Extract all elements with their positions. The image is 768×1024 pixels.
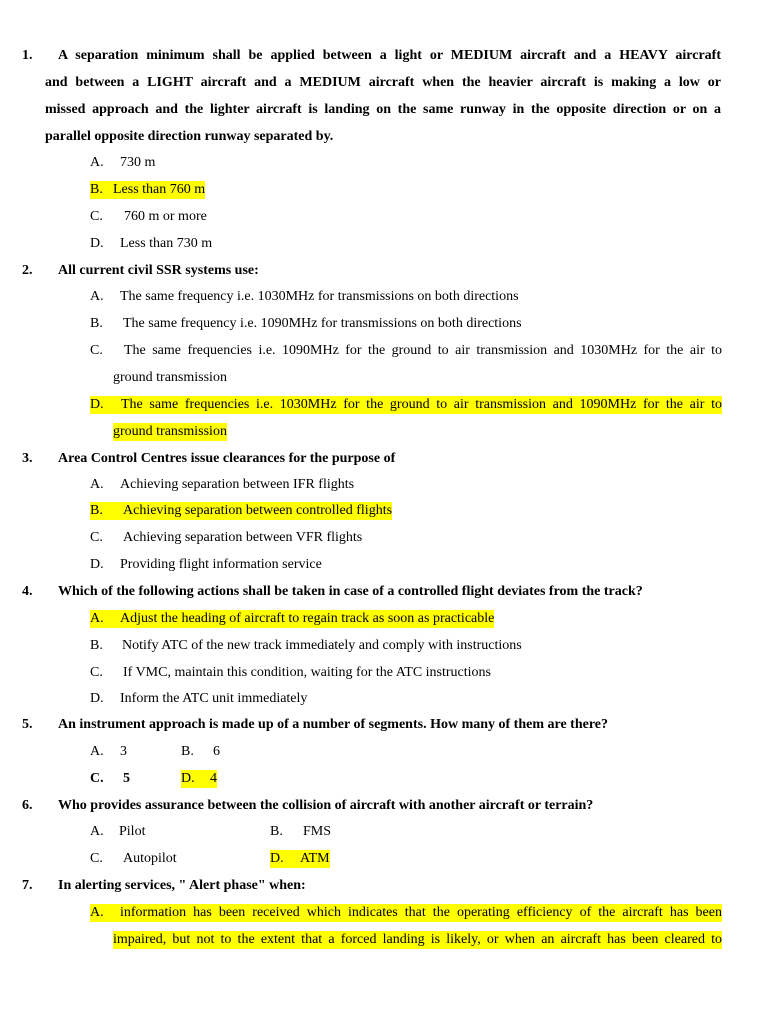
question-number: 2. — [22, 263, 33, 278]
option-text: 760 m or more — [124, 209, 207, 224]
option-letter: B. — [90, 182, 103, 197]
option-text: 730 m — [120, 155, 156, 170]
option-d[interactable] — [90, 556, 322, 574]
option-d[interactable] — [90, 690, 307, 708]
option-letter: B. — [270, 824, 283, 839]
option-letter: C. — [90, 343, 103, 358]
option-text: Adjust the heading of aircraft to regain track as soon as practicable — [120, 611, 495, 626]
question-text-line: and between a LIGHT aircraft and a MEDIUM aircraft when the heavier aircraft is making a low or — [45, 75, 721, 90]
option-text: 5 — [123, 771, 130, 786]
option-a[interactable] — [90, 904, 722, 922]
question-number: 1. — [22, 48, 33, 63]
option-letter: C. — [90, 851, 103, 866]
question-text-line: A separation minimum shall be applied between a light or MEDIUM aircraft and a HEAVY aircraft — [58, 48, 721, 63]
option-c[interactable] — [90, 770, 130, 788]
option-d[interactable] — [90, 396, 722, 414]
option-text: Achieving separation between controlled flights — [123, 503, 393, 518]
option-letter: A. — [90, 611, 104, 626]
option-letter: C. — [90, 771, 104, 786]
option-a[interactable] — [90, 476, 354, 494]
option-text-continuation: impaired, but not to the extent that a forced landing is likely, or when an aircraft has been cleared to — [113, 932, 722, 947]
option-text: Less than 730 m — [120, 236, 213, 251]
question-text-line: Area Control Centres issue clearances for the purpose of — [58, 451, 396, 466]
option-b[interactable] — [90, 181, 205, 199]
option-letter: A. — [90, 905, 104, 920]
question-text-line: missed approach and the lighter aircraft is landing on the same runway in the opposite direction or on a — [45, 102, 721, 117]
option-letter: C. — [90, 665, 103, 680]
option-c[interactable] — [90, 208, 207, 226]
option-c[interactable] — [90, 664, 491, 682]
option-a[interactable] — [90, 823, 145, 841]
option-letter: B. — [90, 503, 103, 518]
option-a[interactable] — [90, 610, 494, 628]
question-text-line: All current civil SSR systems use: — [58, 263, 259, 278]
option-b[interactable] — [181, 743, 220, 761]
option-c[interactable] — [90, 342, 722, 360]
option-text: 4 — [210, 771, 217, 786]
option-letter: A. — [90, 155, 104, 170]
option-d[interactable] — [181, 770, 217, 788]
option-text-continuation: ground transmission — [113, 370, 227, 385]
question-text-line: parallel opposite direction runway separated by. — [45, 129, 334, 144]
option-letter: D. — [90, 557, 104, 572]
option-letter: D. — [90, 397, 104, 412]
option-a[interactable] — [90, 288, 519, 306]
option-a[interactable] — [90, 743, 127, 761]
option-text: Autopilot — [123, 851, 177, 866]
option-letter: A. — [90, 477, 104, 492]
option-c[interactable] — [90, 850, 177, 868]
option-letter: C. — [90, 530, 103, 545]
question-number: 5. — [22, 717, 33, 732]
option-letter: D. — [270, 851, 284, 866]
question-number: 6. — [22, 798, 33, 813]
option-text: Providing flight information service — [120, 557, 322, 572]
option-text-continuation: ground transmission — [113, 424, 227, 439]
option-b[interactable] — [270, 823, 331, 841]
option-text: The same frequencies i.e. 1090MHz for the ground to air transmission and 1030MHz for the air to — [124, 343, 722, 358]
option-text: Inform the ATC unit immediately — [120, 691, 308, 706]
question-number: 4. — [22, 584, 33, 599]
option-text: Notify ATC of the new track immediately and comply with instructions — [122, 638, 522, 653]
question-text-line: An instrument approach is made up of a number of segments. How many of them are there? — [58, 717, 609, 732]
option-b[interactable] — [90, 637, 522, 655]
question-text-line: Which of the following actions shall be taken in case of a controlled flight deviates from the track? — [58, 584, 643, 599]
option-text: Pilot — [119, 824, 146, 839]
option-text: 3 — [120, 744, 127, 759]
option-text: FMS — [303, 824, 332, 839]
option-letter: D. — [181, 771, 195, 786]
option-d[interactable] — [90, 235, 212, 253]
option-letter: A. — [90, 289, 104, 304]
option-letter: C. — [90, 209, 103, 224]
option-text: If VMC, maintain this condition, waiting for the ATC instructions — [123, 665, 491, 680]
option-letter: A. — [90, 744, 104, 759]
question-number: 3. — [22, 451, 33, 466]
option-letter: D. — [90, 236, 104, 251]
option-a[interactable] — [90, 154, 155, 172]
option-d[interactable] — [270, 850, 330, 868]
option-text: information has been received which indicates that the operating efficiency of the aircraft has been — [120, 905, 722, 920]
option-text: The same frequency i.e. 1030MHz for transmissions on both directions — [120, 289, 519, 304]
option-text: ATM — [300, 851, 330, 866]
question-text-line: In alerting services, " Alert phase" when: — [58, 878, 306, 893]
question-number: 7. — [22, 878, 33, 893]
question-text-line: Who provides assurance between the collision of aircraft with another aircraft or terrain? — [58, 798, 594, 813]
option-text: 6 — [213, 744, 220, 759]
option-letter: A. — [90, 824, 104, 839]
option-letter: D. — [90, 691, 104, 706]
option-text: The same frequency i.e. 1090MHz for transmissions on both directions — [123, 316, 522, 331]
option-text: Less than 760 m — [113, 182, 206, 197]
option-letter: B. — [181, 744, 194, 759]
option-c[interactable] — [90, 529, 362, 547]
option-b[interactable] — [90, 502, 392, 520]
option-letter: B. — [90, 316, 103, 331]
option-text: Achieving separation between IFR flights — [120, 477, 355, 492]
option-letter: B. — [90, 638, 103, 653]
option-text: Achieving separation between VFR flights — [123, 530, 363, 545]
option-b[interactable] — [90, 315, 522, 333]
option-text: The same frequencies i.e. 1030MHz for the ground to air transmission and 1090MHz for the air to — [121, 397, 722, 412]
